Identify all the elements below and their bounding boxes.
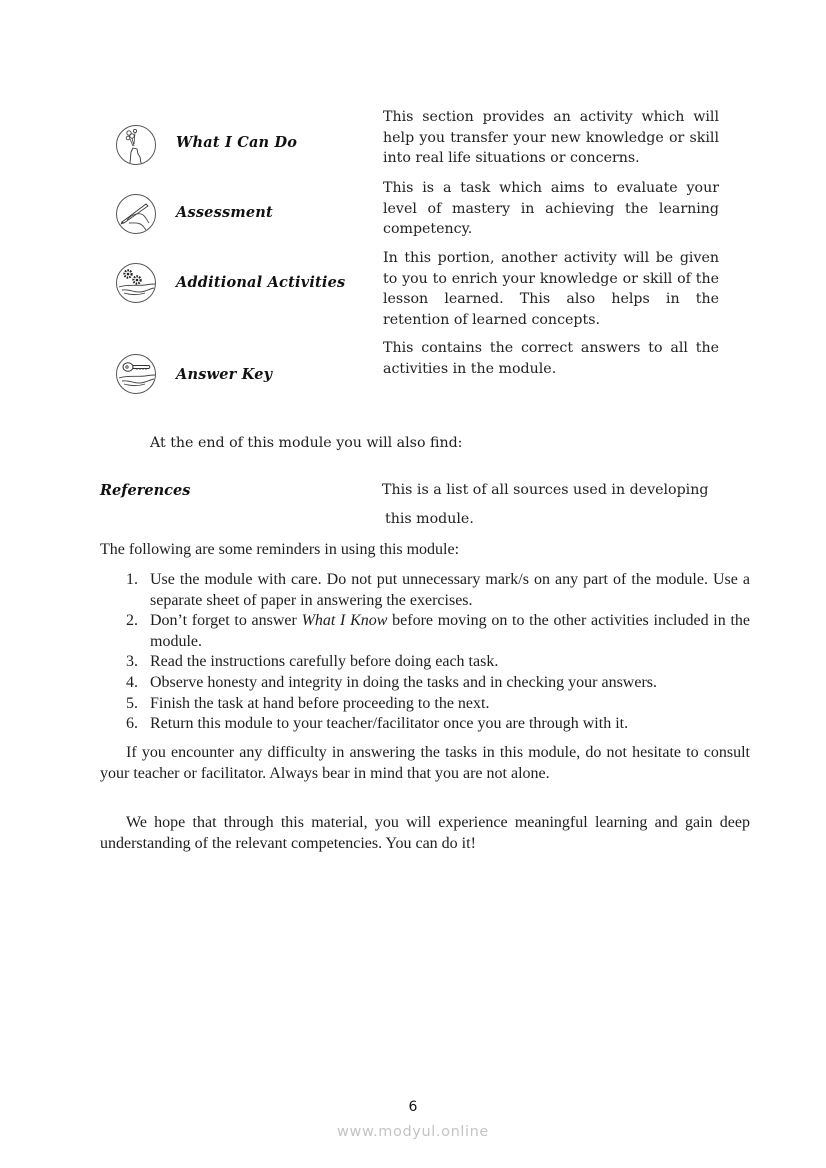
references-description-continued: this module. xyxy=(385,511,474,527)
closing-paragraph-encouragement: We hope that through this material, you will experience meaningful learning and gain deep understanding of the relevant competencies. You can do it! xyxy=(100,814,750,852)
reminder-number: 1. xyxy=(126,571,138,588)
references-description: This is a list of all sources used in developing xyxy=(382,482,709,498)
reminder-text: Read the instructions carefully before doing each task. xyxy=(150,653,499,671)
section-assessment xyxy=(100,180,730,240)
references-title: References xyxy=(100,482,191,499)
reminder-emphasis: What I Know xyxy=(301,612,388,630)
section-title: Answer Key xyxy=(176,366,273,383)
section-what-i-can-do xyxy=(100,110,730,170)
end-of-module-intro: At the end of this module you will also find: xyxy=(150,435,463,451)
section-title: Assessment xyxy=(176,204,273,221)
reminder-number: 3. xyxy=(126,653,138,671)
closing-paragraph-difficulty: If you encounter any difficulty in answering the tasks in this module, do not hesitate to consult your teacher or facilitator. Always bear in mind that you are not alone. xyxy=(100,744,750,782)
section-description: This contains the correct answers to all the activities in the module. xyxy=(383,340,719,377)
reminder-text: before moving on to the other activities included in the module. xyxy=(150,612,750,650)
reminder-number: 5. xyxy=(126,694,138,712)
reminder-item xyxy=(124,673,750,694)
section-description: This section provides an activity which will help you transfer your new knowledge or skill into real life situations or concerns. xyxy=(383,109,719,167)
reminder-text: Use the module with care. Do not put unnecessary mark/s on any part of the module. Use a separate sheet of paper in answering the exercises. xyxy=(150,571,750,609)
section-additional-activities xyxy=(100,250,730,330)
hand-holding-flowers-icon xyxy=(115,124,157,166)
reminder-text: Don’t forget to answer xyxy=(150,612,302,630)
reminders-intro: The following are some reminders in using this module: xyxy=(100,541,460,558)
watermark: www.modyul.online xyxy=(337,1124,489,1140)
gears-on-hand-icon xyxy=(115,262,157,304)
reminders-list xyxy=(124,570,750,735)
section-description: In this portion, another activity will be given to you to enrich your knowledge or skill of the lesson learned. This also helps in the retention of learned concepts. xyxy=(383,250,719,328)
reminder-text: Return this module to your teacher/facilitator once you are through with it. xyxy=(150,715,629,733)
reminder-number: 4. xyxy=(126,673,138,691)
reminder-item xyxy=(124,652,750,673)
section-title: Additional Activities xyxy=(176,274,346,291)
hand-writing-pen-icon xyxy=(115,193,157,235)
reminder-text: Observe honesty and integrity in doing the tasks and in checking your answers. xyxy=(150,673,657,691)
section-title: What I Can Do xyxy=(176,134,298,151)
reminder-text: Finish the task at hand before proceeding to the next. xyxy=(150,694,490,712)
reminder-item xyxy=(124,694,750,715)
reminder-item xyxy=(124,714,750,735)
page-number: 6 xyxy=(408,1099,418,1115)
reminder-number: 6. xyxy=(126,715,138,733)
section-description: This is a task which aims to evaluate your level of mastery in achieving the learning competency. xyxy=(383,180,719,238)
reminder-item xyxy=(124,570,750,611)
section-answer-key xyxy=(100,340,730,400)
key-on-hand-icon xyxy=(115,353,157,395)
reminder-number: 2. xyxy=(126,612,138,630)
reminder-item xyxy=(124,611,750,652)
